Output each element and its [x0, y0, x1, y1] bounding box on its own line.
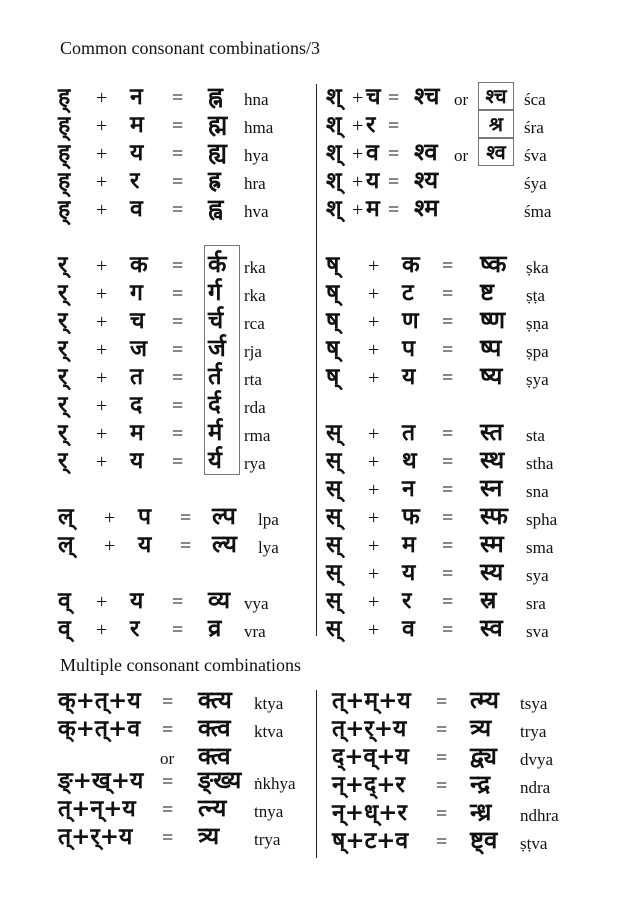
plus-sign: +	[96, 451, 108, 473]
plus-sign: +	[96, 143, 108, 165]
conjunct: स्म	[480, 530, 504, 558]
consonant: य	[402, 364, 416, 390]
equals-sign: =	[172, 115, 184, 137]
plus-sign: +	[96, 283, 108, 305]
consonant: क	[130, 252, 148, 278]
conjunct: स्य	[480, 558, 504, 586]
conjunct: र्क	[208, 250, 227, 278]
conjunct: ह्र	[208, 166, 221, 194]
transliteration: rma	[244, 426, 271, 445]
plus-sign: +	[368, 619, 380, 641]
transliteration: ṣṭa	[526, 286, 545, 305]
consonant: थ	[402, 448, 417, 474]
conjunct: श्म	[414, 194, 439, 222]
consonant-halant: श्	[326, 196, 342, 222]
equals-sign: =	[388, 87, 400, 109]
conjunct: र्ज	[208, 334, 226, 362]
transliteration: tnya	[254, 802, 284, 821]
consonant-sequence: त्+न्+य	[58, 796, 136, 822]
consonant-sequence: ष्+ट+व	[332, 828, 409, 854]
transliteration: sna	[526, 482, 549, 501]
equals-sign: =	[162, 691, 174, 713]
equals-sign: =	[436, 747, 448, 769]
conjunct: ल्प	[212, 502, 236, 530]
consonant-halant: ह्	[58, 168, 71, 194]
plus-sign: +	[96, 591, 108, 613]
consonant: न	[402, 476, 415, 502]
consonant-halant: ह्	[58, 112, 71, 138]
consonant-sequence: न्+ध्+र	[332, 800, 407, 826]
consonant-halant: स्	[326, 532, 342, 558]
consonant-halant: ष्	[326, 280, 340, 306]
consonant: म	[130, 420, 144, 446]
conjunct: क्त्व	[198, 714, 231, 742]
consonant-halant: र्	[58, 364, 68, 390]
plus-sign: +	[368, 255, 380, 277]
consonant-halant: र्	[58, 280, 68, 306]
plus-sign: +	[96, 115, 108, 137]
transliteration: sva	[526, 622, 549, 641]
equals-sign: =	[442, 367, 454, 389]
transliteration: śya	[524, 174, 547, 193]
plus-sign: +	[368, 535, 380, 557]
consonant-sequence: ङ्+ख्+य	[58, 768, 144, 794]
consonant: क	[402, 252, 420, 278]
conjunct: र्त	[208, 362, 222, 390]
equals-sign: =	[442, 451, 454, 473]
consonant: र	[402, 588, 412, 614]
consonant-sequence: क्+त्+व	[58, 716, 141, 742]
conjunct: न्द्र	[470, 770, 491, 798]
equals-sign: =	[172, 171, 184, 193]
consonant-halant: र्	[58, 420, 68, 446]
transliteration: ktya	[254, 694, 284, 713]
column-divider-top	[316, 84, 317, 636]
consonant: त	[402, 420, 416, 446]
transliteration: trya	[520, 722, 547, 741]
conjunct: त्म्य	[470, 686, 499, 714]
equals-sign: =	[172, 451, 184, 473]
conjunct: ह्म	[208, 110, 228, 138]
conjunct: त्र्य	[470, 714, 492, 742]
conjunct: ष्ट्व	[470, 826, 498, 854]
conjunct: स्फ	[480, 502, 508, 530]
consonant-halant: र्	[58, 448, 68, 474]
equals-sign: =	[172, 367, 184, 389]
transliteration: rya	[244, 454, 266, 473]
consonant: म	[366, 196, 380, 222]
consonant: ग	[130, 280, 143, 306]
conjunct: ष्क	[480, 250, 507, 278]
plus-sign: +	[104, 535, 116, 557]
consonant-halant: ह्	[58, 196, 71, 222]
equals-sign: =	[172, 87, 184, 109]
or-label: or	[454, 146, 469, 165]
consonant: प	[138, 504, 152, 530]
plus-sign: +	[368, 311, 380, 333]
plus-sign: +	[368, 339, 380, 361]
consonant: त	[130, 364, 144, 390]
equals-sign: =	[172, 311, 184, 333]
consonant-halant: र्	[58, 252, 68, 278]
transliteration: hna	[244, 90, 269, 109]
or-label: or	[454, 90, 469, 109]
alternate-conjunct: श्च	[478, 82, 514, 110]
transliteration: vra	[244, 622, 266, 641]
conjunct: ह्न	[208, 82, 223, 110]
transliteration: hya	[244, 146, 269, 165]
equals-sign: =	[442, 311, 454, 333]
plus-sign: +	[96, 255, 108, 277]
plus-sign: +	[368, 283, 380, 305]
plus-sign: +	[368, 479, 380, 501]
transliteration: sma	[526, 538, 554, 557]
conjunct: स्न	[480, 474, 503, 502]
conjunct: क्त्व	[198, 742, 231, 770]
consonant-sequence: न्+द्+र	[332, 772, 405, 798]
conjunct: र्य	[208, 446, 222, 474]
plus-sign: +	[368, 423, 380, 445]
equals-sign: =	[442, 563, 454, 585]
plus-sign: +	[96, 339, 108, 361]
transliteration: ṣpa	[526, 342, 549, 361]
consonant-halant: ष्	[326, 308, 340, 334]
conjunct: व्य	[208, 586, 231, 614]
transliteration: ndhra	[520, 806, 559, 825]
equals-sign: =	[436, 719, 448, 741]
conjunct: त्न्य	[198, 794, 227, 822]
transliteration: sta	[526, 426, 545, 445]
plus-sign: +	[96, 311, 108, 333]
consonant-halant: स्	[326, 420, 342, 446]
alternate-conjunct: श्व	[478, 138, 514, 166]
consonant: ट	[402, 280, 414, 306]
conjunct: श्व	[414, 138, 438, 166]
consonant-halant: स्	[326, 448, 342, 474]
consonant-halant: ल्	[58, 532, 74, 558]
equals-sign: =	[436, 775, 448, 797]
consonant-halant: र्	[58, 336, 68, 362]
equals-sign: =	[442, 283, 454, 305]
plus-sign: +	[352, 199, 364, 221]
consonant-halant: श्	[326, 168, 342, 194]
consonant: ण	[402, 308, 419, 334]
consonant: व	[366, 140, 379, 166]
consonant: य	[130, 448, 144, 474]
transliteration: ndra	[520, 778, 551, 797]
consonant: म	[130, 112, 144, 138]
transliteration: sya	[526, 566, 549, 585]
equals-sign: =	[172, 283, 184, 305]
conjunct: र्म	[208, 418, 223, 446]
plus-sign: +	[96, 367, 108, 389]
consonant-halant: ह्	[58, 84, 71, 110]
conjunct: र्च	[208, 306, 224, 334]
conjunct: श्च	[414, 82, 440, 110]
transliteration: hva	[244, 202, 269, 221]
conjunct: ष्य	[480, 362, 503, 390]
conjunct: स्त	[480, 418, 504, 446]
equals-sign: =	[388, 199, 400, 221]
transliteration: vya	[244, 594, 269, 613]
plus-sign: +	[352, 143, 364, 165]
conjunct: र्ग	[208, 278, 222, 306]
transliteration: śra	[524, 118, 544, 137]
equals-sign: =	[172, 395, 184, 417]
plus-sign: +	[368, 563, 380, 585]
consonant-halant: र्	[58, 308, 68, 334]
plus-sign: +	[368, 367, 380, 389]
conjunct: ह्व	[208, 194, 223, 222]
equals-sign: =	[162, 827, 174, 849]
transliteration: śva	[524, 146, 547, 165]
consonant-halant: स्	[326, 504, 342, 530]
conjunct: ष्ण	[480, 306, 506, 334]
or-label: or	[160, 749, 175, 768]
transliteration: trya	[254, 830, 281, 849]
consonant-halant: स्	[326, 616, 342, 642]
transliteration: ṅkhya	[254, 774, 296, 793]
transliteration: rja	[244, 342, 262, 361]
equals-sign: =	[388, 143, 400, 165]
consonant: य	[130, 588, 144, 614]
consonant: द	[130, 392, 143, 418]
equals-sign: =	[162, 799, 174, 821]
consonant-sequence: क्+त्+य	[58, 688, 141, 714]
plus-sign: +	[96, 395, 108, 417]
transliteration: sra	[526, 594, 546, 613]
consonant-halant: ष्	[326, 252, 340, 278]
transliteration: śma	[524, 202, 552, 221]
consonant-halant: स्	[326, 560, 342, 586]
consonant-halant: व्	[58, 588, 71, 614]
equals-sign: =	[442, 339, 454, 361]
equals-sign: =	[162, 719, 174, 741]
conjunct: स्व	[480, 614, 503, 642]
consonant-sequence: त्+म्+य	[332, 688, 411, 714]
equals-sign: =	[172, 255, 184, 277]
equals-sign: =	[172, 423, 184, 445]
conjunct: ष्प	[480, 334, 502, 362]
consonant: च	[130, 308, 145, 334]
equals-sign: =	[388, 115, 400, 137]
consonant-halant: ह्	[58, 140, 71, 166]
consonant: म	[402, 532, 416, 558]
consonant: य	[366, 168, 380, 194]
alternate-conjunct: श्र	[478, 110, 514, 138]
equals-sign: =	[162, 771, 174, 793]
equals-sign: =	[180, 507, 192, 529]
plus-sign: +	[96, 423, 108, 445]
equals-sign: =	[172, 199, 184, 221]
consonant: च	[366, 84, 381, 110]
transliteration: ṣka	[526, 258, 549, 277]
transliteration: ṣṭva	[520, 834, 548, 853]
plus-sign: +	[352, 171, 364, 193]
consonant-halant: ष्	[326, 364, 340, 390]
plus-sign: +	[104, 507, 116, 529]
transliteration: tsya	[520, 694, 548, 713]
plus-sign: +	[96, 87, 108, 109]
consonant: र	[366, 112, 376, 138]
consonant: र	[130, 168, 140, 194]
equals-sign: =	[388, 171, 400, 193]
equals-sign: =	[442, 255, 454, 277]
conjunct: ह्य	[208, 138, 227, 166]
consonant-halant: श्	[326, 112, 342, 138]
transliteration: dvya	[520, 750, 554, 769]
column-divider-bottom	[316, 690, 317, 858]
equals-sign: =	[436, 831, 448, 853]
equals-sign: =	[442, 479, 454, 501]
consonant-halant: श्	[326, 140, 342, 166]
plus-sign: +	[96, 171, 108, 193]
plus-sign: +	[96, 619, 108, 641]
consonant-sequence: त्+र्+य	[58, 824, 133, 850]
transliteration: ktva	[254, 722, 284, 741]
consonant-sequence: द्+व्+य	[332, 744, 409, 770]
plus-sign: +	[368, 451, 380, 473]
transliteration: hma	[244, 118, 274, 137]
conjunct: द्व्य	[470, 742, 497, 770]
transliteration: rta	[244, 370, 262, 389]
consonant-halant: व्	[58, 616, 71, 642]
transliteration: rka	[244, 258, 266, 277]
conjunct: ङ्ख्य	[198, 766, 242, 794]
transliteration: śca	[524, 90, 546, 109]
conjunct: व्र	[208, 614, 222, 642]
transliteration: lya	[258, 538, 279, 557]
conjunct: न्ध्र	[470, 798, 492, 826]
conjunct: ष्ट	[480, 278, 495, 306]
plus-sign: +	[352, 87, 364, 109]
conjunct: त्र्य	[198, 822, 220, 850]
transliteration: stha	[526, 454, 554, 473]
transliteration: ṣya	[526, 370, 549, 389]
transliteration: spha	[526, 510, 558, 529]
consonant: य	[130, 140, 144, 166]
transliteration: rka	[244, 286, 266, 305]
consonant: व	[130, 196, 143, 222]
plus-sign: +	[368, 507, 380, 529]
equals-sign: =	[172, 143, 184, 165]
transliteration: ṣṇa	[526, 314, 549, 333]
consonant-sequence: त्+र्+य	[332, 716, 407, 742]
section2-title: Multiple consonant combinations	[60, 655, 301, 675]
section1-title: Common consonant combinations/3	[60, 38, 320, 58]
conjunct: श्य	[414, 166, 439, 194]
conjunct: स्थ	[480, 446, 505, 474]
conjunct: क्त्य	[198, 686, 232, 714]
consonant: व	[402, 616, 415, 642]
equals-sign: =	[172, 619, 184, 641]
equals-sign: =	[442, 423, 454, 445]
consonant: न	[130, 84, 143, 110]
equals-sign: =	[436, 691, 448, 713]
transliteration: lpa	[258, 510, 279, 529]
consonant-halant: स्	[326, 476, 342, 502]
consonant-halant: ष्	[326, 336, 340, 362]
plus-sign: +	[96, 199, 108, 221]
conjunct: र्द	[208, 390, 221, 418]
equals-sign: =	[172, 591, 184, 613]
transliteration: rca	[244, 314, 265, 333]
conjunct: स्र	[480, 586, 497, 614]
transliteration: rda	[244, 398, 266, 417]
consonant: य	[138, 532, 152, 558]
equals-sign: =	[436, 803, 448, 825]
equals-sign: =	[180, 535, 192, 557]
equals-sign: =	[442, 535, 454, 557]
plus-sign: +	[352, 115, 364, 137]
consonant-halant: र्	[58, 392, 68, 418]
plus-sign: +	[368, 591, 380, 613]
equals-sign: =	[442, 507, 454, 529]
consonant: य	[402, 560, 416, 586]
consonant: र	[130, 616, 140, 642]
equals-sign: =	[172, 339, 184, 361]
consonant: फ	[402, 504, 420, 530]
conjunct: ल्य	[212, 530, 237, 558]
consonant-halant: स्	[326, 588, 342, 614]
equals-sign: =	[442, 619, 454, 641]
consonant: ज	[130, 336, 148, 362]
equals-sign: =	[442, 591, 454, 613]
consonant: प	[402, 336, 416, 362]
consonant-halant: श्	[326, 84, 342, 110]
consonant-halant: ल्	[58, 504, 74, 530]
transliteration: hra	[244, 174, 266, 193]
